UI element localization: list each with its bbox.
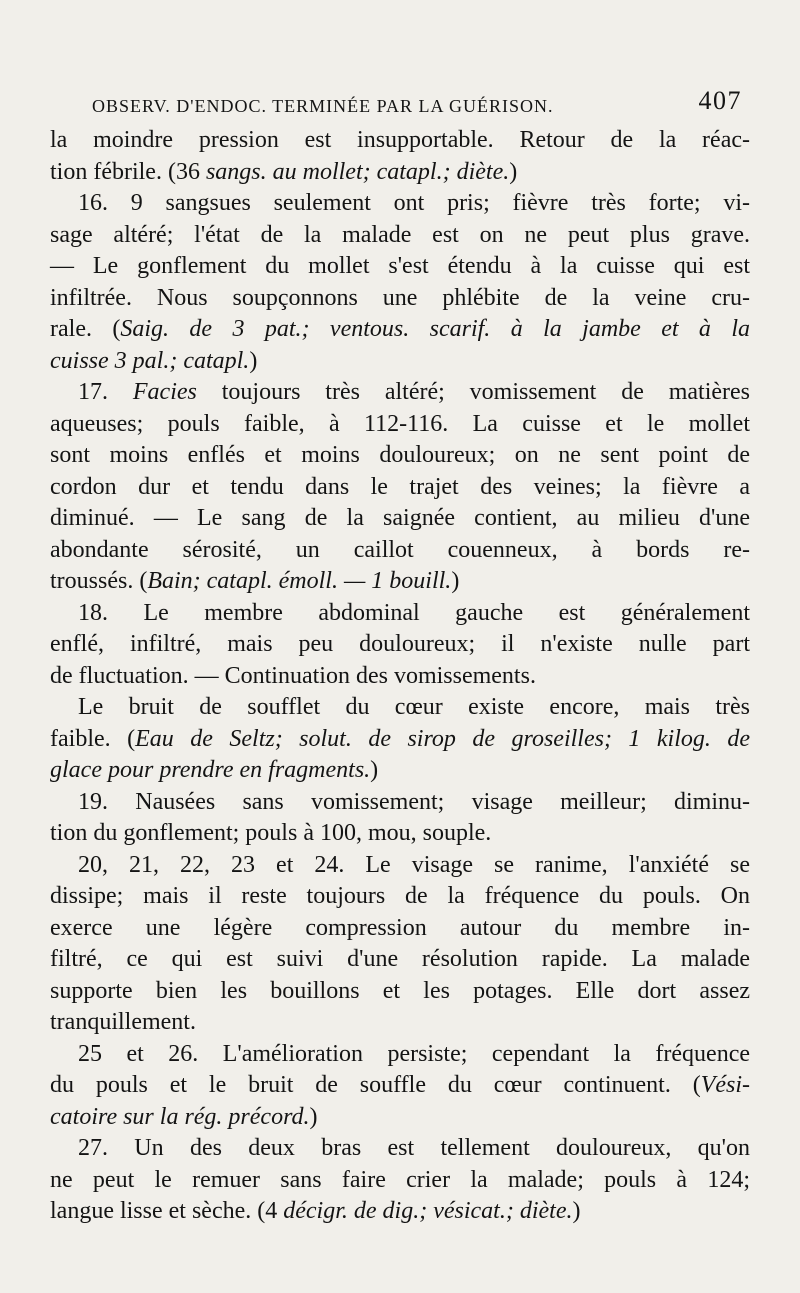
text-segment: rale. ( <box>50 316 121 342</box>
text-line <box>50 566 750 598</box>
text-line <box>50 1070 750 1102</box>
text-line <box>50 440 750 472</box>
text-segment: toujours très altéré; vomissement de matières <box>196 379 751 405</box>
text-segment: infiltrée. Nous soupçonnons une phlébite de la veine cru- <box>50 284 750 311</box>
text-line <box>50 283 750 315</box>
text-segment: ) <box>509 158 518 185</box>
text-segment: enflé, infiltré, mais peu douloureux; il n'existe nulle part <box>50 631 750 657</box>
text-line <box>50 692 750 724</box>
text-line <box>50 1102 750 1134</box>
page-header <box>50 84 750 124</box>
italic-text: glace pour prendre en fragments. <box>50 757 371 783</box>
text-segment: 25 et 26. L'amélioration persiste; cependant la fréquence <box>78 1040 750 1067</box>
text-segment: ) <box>451 568 460 594</box>
text-segment: de fluctuation. — Continuation des vomissements. <box>50 662 536 689</box>
text-line <box>50 188 750 220</box>
page-body <box>50 125 750 1228</box>
text-line <box>50 818 750 850</box>
text-segment: ) <box>309 1103 318 1130</box>
text-line <box>50 913 750 945</box>
text-segment: aqueuses; pouls faible, à 112-116. La cuisse et le mollet <box>50 410 750 437</box>
text-segment: du pouls et le bruit de souffle du cœur continuent. ( <box>50 1072 701 1098</box>
text-line <box>50 1165 750 1197</box>
text-line <box>50 1196 750 1228</box>
text-segment: Le bruit de soufflet du cœur existe encore, mais très <box>78 694 750 720</box>
italic-text: Vési- <box>700 1072 750 1098</box>
text-segment: ) <box>370 757 379 783</box>
text-segment: diminué. — Le sang de la saignée contient, au milieu d'une <box>50 505 750 531</box>
text-line <box>50 157 750 189</box>
text-segment: sage altéré; l'état de la malade est on ne peut plus grave. <box>50 221 750 248</box>
text-segment: troussés. ( <box>50 568 148 594</box>
text-line <box>50 314 750 346</box>
italic-text: Eau de Seltz; solut. de sirop de groseilles; 1 kilog. de <box>135 725 751 752</box>
text-segment: ) <box>572 1198 581 1224</box>
italic-text: Bain; catapl. émoll. — 1 bouill. <box>147 568 452 594</box>
text-segment: 20, 21, 22, 23 et 24. Le visage se ranime, l'anxiété se <box>78 851 750 878</box>
italic-text: sangs. au mollet; catapl.; diète. <box>205 158 510 185</box>
text-segment: exerce une légère compression autour du membre in- <box>50 914 750 941</box>
italic-text: catoire sur la rég. précord. <box>50 1103 310 1130</box>
text-segment: tion du gonflement; pouls à 100, mou, souple. <box>50 820 492 846</box>
running-head: OBSERV. D'ENDOC. TERMINÉE PAR LA GUÉRISON. <box>92 96 554 116</box>
text-line <box>50 503 750 535</box>
text-line <box>50 787 750 819</box>
text-segment: 16. 9 sangsues seulement ont pris; fièvre très forte; vi- <box>78 190 750 216</box>
text-segment: 18. Le membre abdominal gauche est généralement <box>78 599 750 626</box>
italic-text: Facies <box>132 379 197 405</box>
text-line <box>50 472 750 504</box>
text-line <box>50 850 750 882</box>
text-segment: 19. Nausées sans vomissement; visage meilleur; diminu- <box>78 788 750 815</box>
text-line <box>50 346 750 378</box>
text-segment: sont moins enflés et moins douloureux; on ne sent point de <box>50 442 750 468</box>
text-segment: abondante sérosité, un caillot couenneux, à bords re- <box>50 536 750 563</box>
text-line <box>50 251 750 283</box>
text-line <box>50 944 750 976</box>
text-line <box>50 409 750 441</box>
text-segment: 17. <box>78 379 133 405</box>
text-segment: ne peut le remuer sans faire crier la malade; pouls à 124; <box>50 1166 750 1193</box>
text-line <box>50 881 750 913</box>
text-line <box>50 755 750 787</box>
text-line <box>50 1007 750 1039</box>
text-segment: tion fébrile. (36 <box>50 158 206 185</box>
text-segment: supporte bien les bouillons et les potages. Elle dort assez <box>50 977 750 1004</box>
text-line <box>50 724 750 756</box>
text-segment: — Le gonflement du mollet s'est étendu à la cuisse qui est <box>50 253 750 279</box>
text-segment: filtré, ce qui est suivi d'une résolution rapide. La malade <box>50 946 750 972</box>
text-line <box>50 220 750 252</box>
page-number: 407 <box>698 86 742 115</box>
text-segment: cordon dur et tendu dans le trajet des veines; la fièvre a <box>50 473 750 500</box>
text-line <box>50 629 750 661</box>
text-line <box>50 976 750 1008</box>
text-segment: tranquillement. <box>50 1009 196 1035</box>
text-segment: 27. Un des deux bras est tellement douloureux, qu'on <box>78 1135 750 1161</box>
text-segment: la moindre pression est insupportable. Retour de la réac- <box>50 127 750 153</box>
text-line <box>50 598 750 630</box>
text-segment: langue lisse et sèche. (4 <box>50 1198 284 1224</box>
text-line <box>50 661 750 693</box>
text-line <box>50 1039 750 1071</box>
text-line <box>50 1133 750 1165</box>
italic-text: cuisse 3 pal.; catapl. <box>50 347 250 374</box>
text-line <box>50 377 750 409</box>
italic-text: Saig. de 3 pat.; ventous. scarif. à la jambe et à la <box>120 316 750 342</box>
text-line <box>50 125 750 157</box>
book-page <box>50 0 750 1293</box>
text-segment: faible. ( <box>50 725 136 752</box>
italic-text: décigr. de dig.; vésicat.; diète. <box>283 1198 573 1224</box>
text-segment: dissipe; mais il reste toujours de la fréquence du pouls. On <box>50 883 750 909</box>
text-segment: ) <box>249 347 258 374</box>
text-line <box>50 535 750 567</box>
